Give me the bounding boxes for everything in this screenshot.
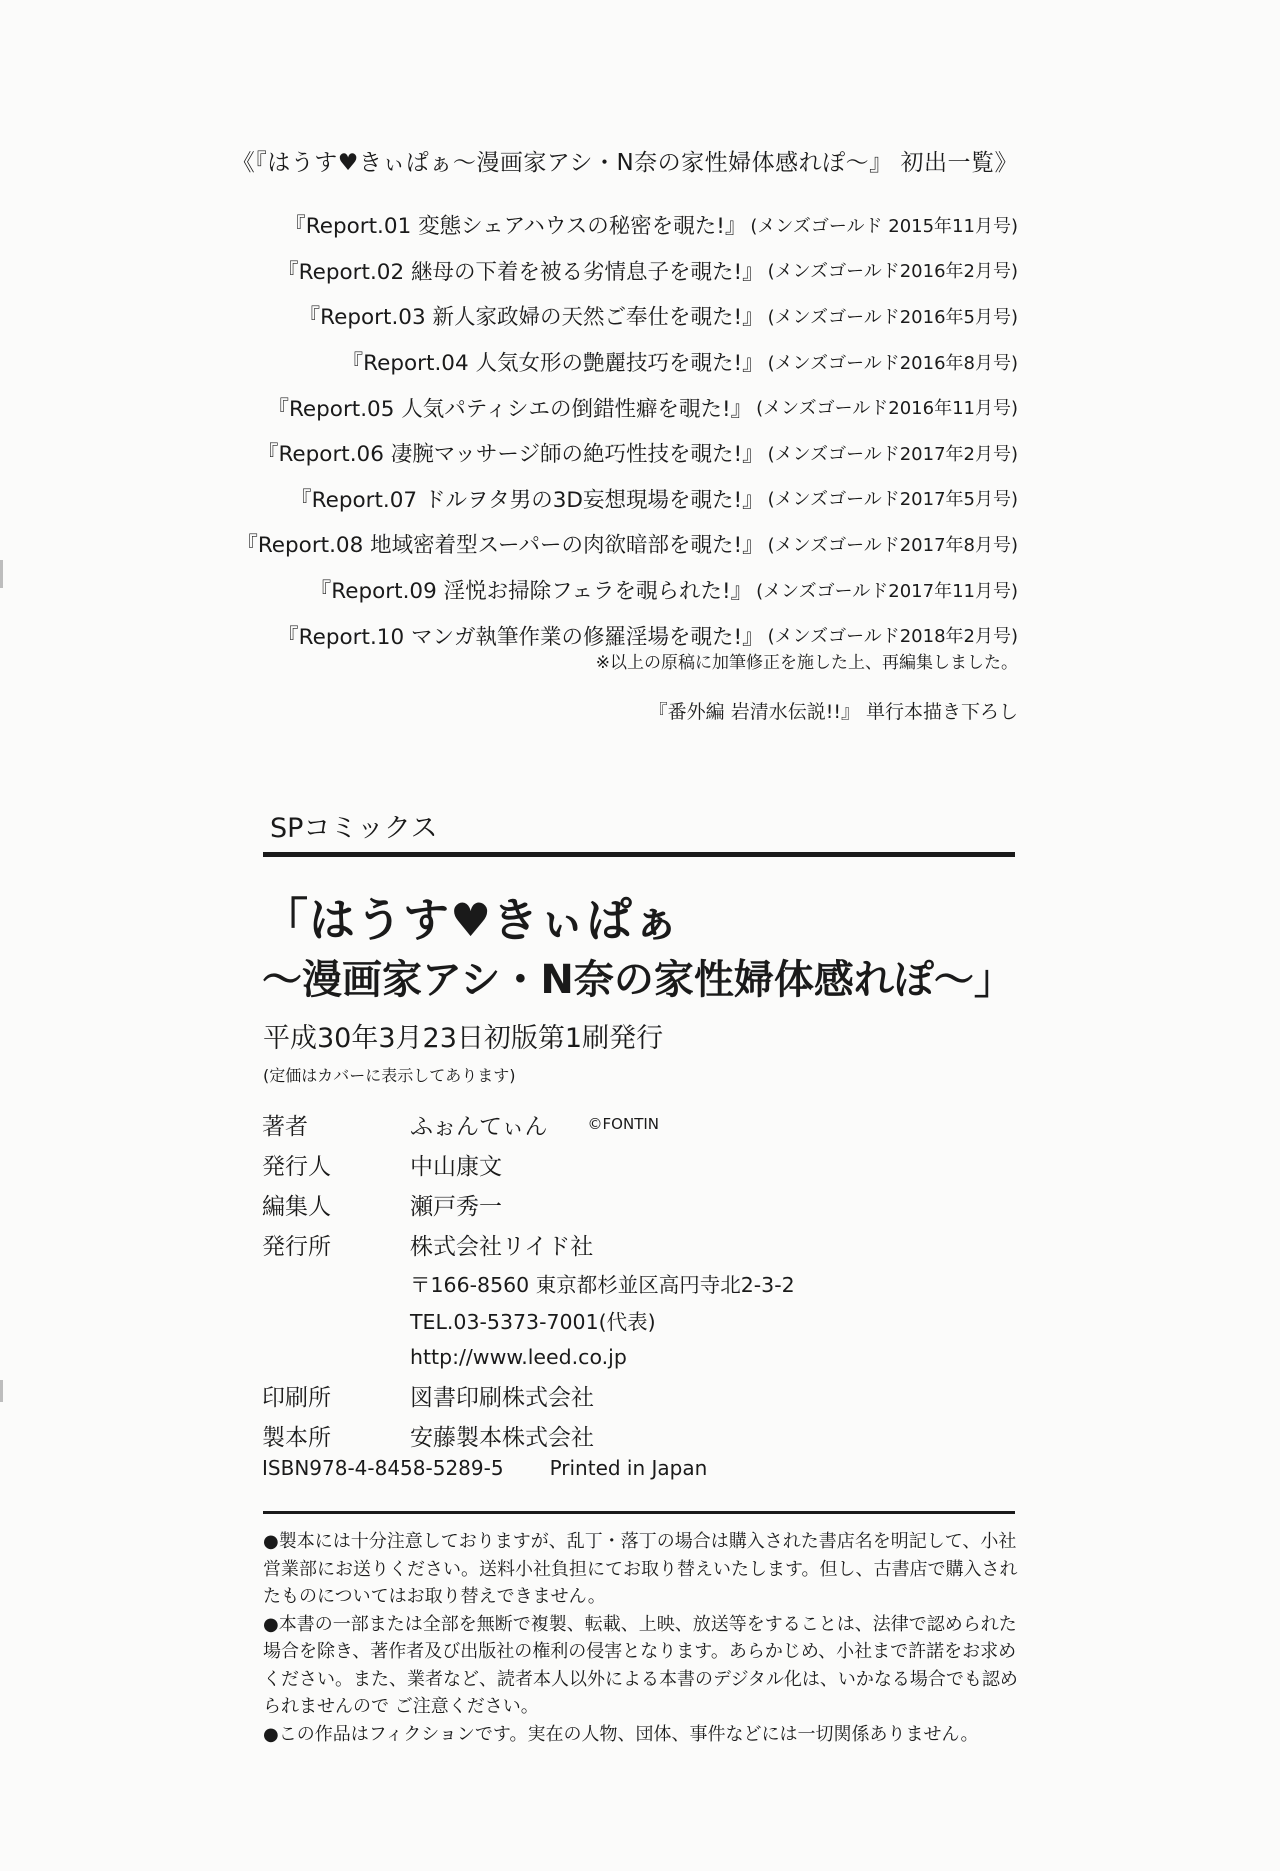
series-label: SPコミックス bbox=[270, 813, 438, 844]
colophon-bottom-rule bbox=[263, 1511, 1015, 1514]
printed-in: Printed in Japan bbox=[549, 1456, 708, 1480]
publisher-tel-row bbox=[262, 1301, 1022, 1338]
report-row bbox=[198, 339, 1018, 385]
report-title: 『Report.04 人気女形の艶麗技巧を覗た!』 bbox=[341, 351, 764, 377]
publisher-url-row bbox=[262, 1338, 1022, 1375]
credit-row-publisher bbox=[262, 1224, 1022, 1264]
report-row bbox=[198, 476, 1018, 522]
report-source: (メンズゴールド2016年5月号) bbox=[767, 306, 1018, 328]
report-source: (メンズゴールド2016年11月号) bbox=[756, 398, 1018, 420]
price-note: (定価はカバーに表示してあります) bbox=[263, 1066, 516, 1085]
report-source: (メンズゴールド2017年8月号) bbox=[767, 534, 1018, 556]
printer-label: 印刷所 bbox=[262, 1384, 331, 1411]
report-source: (メンズゴールド2018年2月号) bbox=[767, 626, 1018, 648]
publisher-name: 株式会社リイド社 bbox=[410, 1233, 594, 1260]
report-source: (メンズゴールド 2015年11月号) bbox=[750, 215, 1018, 237]
scan-edge-mark bbox=[0, 560, 3, 588]
notice-defects: ●製本には十分注意しておりますが、乱丁・落丁の場合は購入された書店名を明記して、小社営業部にお送りください。送料小社負担にてお取り替えいたします。但し、古書店で購入されたものについてはお取り替えできません。 bbox=[263, 1531, 1018, 1607]
report-title: 『Report.06 凄腕マッサージ師の絶巧性技を覗た!』 bbox=[256, 442, 764, 468]
printer-name: 図書印刷株式会社 bbox=[410, 1384, 594, 1411]
report-source: (メンズゴールド2017年5月号) bbox=[767, 489, 1018, 511]
legal-notices bbox=[263, 1528, 1023, 1748]
binder-label: 製本所 bbox=[262, 1424, 331, 1451]
copyright-mark: ©FONTIN bbox=[587, 1115, 660, 1133]
author-label: 著者 bbox=[262, 1113, 308, 1140]
report-source: (メンズゴールド2016年2月号) bbox=[767, 261, 1018, 283]
first-appearance-list-title: 《『はうす♥きぃぱぁ～漫画家アシ・N奈の家性婦体感れぽ～』 初出一覧》 bbox=[231, 150, 1018, 176]
credit-row-editor bbox=[262, 1184, 1022, 1224]
editor-name: 瀬戸秀一 bbox=[410, 1193, 502, 1220]
report-source: (メンズゴールド2016年8月号) bbox=[767, 352, 1018, 374]
notice-copyright: ●本書の一部または全部を無断で複製、転載、上映、放送等をすることは、法律で認められた場合を除き、著作者及び出版社の権利の侵害となります。あらかじめ、小社まで許諾をお求めください。また、業者など、読者本人以外による本書のデジタル化は、いかなる場合でも認められませんので ご注意ください。 bbox=[263, 1613, 1018, 1717]
notice-fiction: ●この作品はフィクションです。実在の人物、団体、事件などには一切関係ありません。 bbox=[263, 1723, 979, 1745]
binder-name: 安藤製本株式会社 bbox=[410, 1424, 594, 1451]
report-row bbox=[198, 430, 1018, 476]
extra-story-note: 『番外編 岩清水伝説!!』 単行本描き下ろし bbox=[648, 701, 1018, 723]
isbn-row bbox=[262, 1456, 707, 1480]
author-name: ふぉんてぃん bbox=[410, 1113, 548, 1140]
credits-block bbox=[262, 1104, 1022, 1455]
report-title: 『Report.01 変態シェアハウスの秘密を覗た!』 bbox=[284, 214, 747, 240]
editor-label: 編集人 bbox=[262, 1193, 331, 1220]
publish-date: 平成30年3月23日初版第1刷発行 bbox=[263, 1023, 664, 1054]
report-title: 『Report.10 マンガ執筆作業の修羅淫場を覗た!』 bbox=[277, 624, 764, 650]
report-row bbox=[198, 202, 1018, 248]
report-source: (メンズゴールド2017年2月号) bbox=[767, 443, 1018, 465]
scan-edge-mark bbox=[0, 1380, 3, 1402]
report-title: 『Report.08 地域密着型スーパーの肉欲暗部を覗た!』 bbox=[236, 533, 764, 559]
report-row bbox=[198, 248, 1018, 294]
report-title: 『Report.09 淫悦お掃除フェラを覗られた!』 bbox=[309, 579, 753, 605]
book-title-line-1: 「はうす♥きぃぱぁ bbox=[262, 893, 681, 947]
publisher-tel: TEL.03-5373-7001(代表) bbox=[410, 1309, 656, 1334]
report-row bbox=[198, 293, 1018, 339]
report-title: 『Report.02 継母の下着を被る劣情息子を覗た!』 bbox=[277, 259, 764, 285]
publisher-address: 〒166-8560 東京都杉並区高円寺北2-3-2 bbox=[410, 1272, 795, 1297]
report-list bbox=[198, 202, 1018, 658]
credit-row-binder bbox=[262, 1415, 1022, 1455]
book-title-line-2: ～漫画家アシ・N奈の家性婦体感れぽ～」 bbox=[262, 957, 1014, 1003]
credit-row-publisher-person bbox=[262, 1144, 1022, 1184]
isbn: ISBN978-4-8458-5289-5 bbox=[262, 1456, 504, 1480]
credit-row-printer bbox=[262, 1375, 1022, 1415]
revision-note: ※以上の原稿に加筆修正を施した上、再編集しました。 bbox=[595, 653, 1018, 673]
publisher-label: 発行所 bbox=[262, 1233, 331, 1260]
report-source: (メンズゴールド2017年11月号) bbox=[756, 580, 1018, 602]
publisher-url: http://www.leed.co.jp bbox=[410, 1344, 627, 1369]
report-title: 『Report.07 ドルヲタ男の3D妄想現場を覗た!』 bbox=[290, 487, 764, 513]
report-row bbox=[198, 567, 1018, 613]
report-title: 『Report.05 人気パティシエの倒錯性癖を覗た!』 bbox=[267, 396, 753, 422]
colophon-top-rule bbox=[263, 852, 1015, 857]
report-title: 『Report.03 新人家政婦の天然ご奉仕を覗た!』 bbox=[298, 305, 764, 331]
report-row bbox=[198, 384, 1018, 430]
report-row bbox=[198, 521, 1018, 567]
publisher-address-row bbox=[262, 1264, 1022, 1301]
publisher-person-name: 中山康文 bbox=[410, 1153, 502, 1180]
credit-row-author bbox=[262, 1104, 1022, 1144]
publisher-person-label: 発行人 bbox=[262, 1153, 331, 1180]
